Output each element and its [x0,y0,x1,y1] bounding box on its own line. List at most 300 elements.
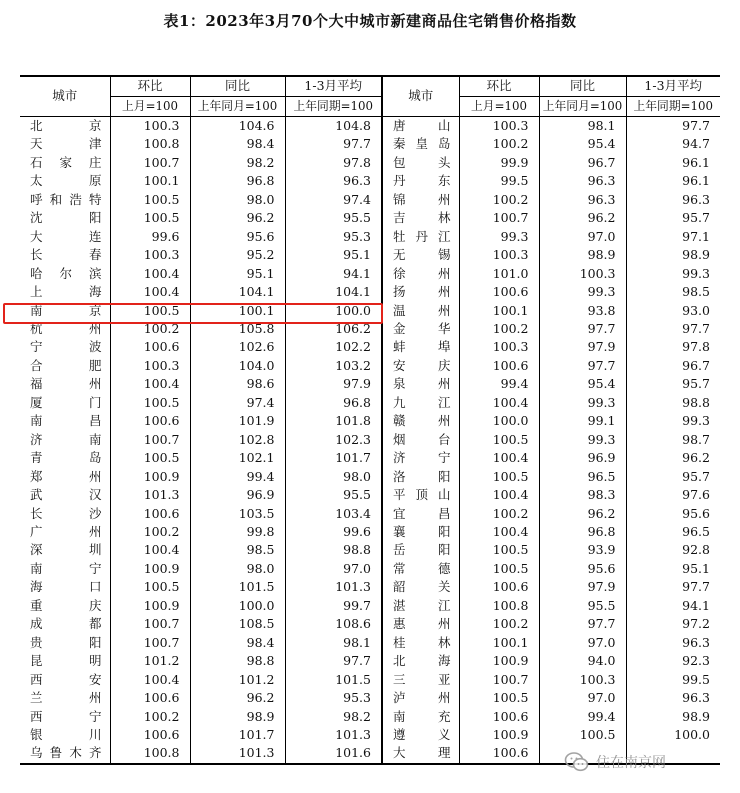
yoy-value-left: 101.3 [190,744,285,763]
table-row [20,209,720,227]
city-name-right: 北 海 [382,652,459,670]
city-name-left: 石家庄 [30,154,102,170]
city-name-left: 长 沙 [30,505,102,521]
city-name-left: 西 安 [30,671,102,687]
avg-value-right: 98.8 [626,394,720,412]
yoy-value-left: 108.5 [190,615,285,633]
mom-value-left: 100.5 [110,578,190,596]
mom-value-right: 100.3 [459,246,539,264]
mom-value-right: 100.3 [459,117,539,136]
table-row [20,708,720,726]
mom-value-left: 100.6 [110,505,190,523]
mom-value-right: 99.5 [459,172,539,190]
avg-value-left: 101.3 [285,726,382,744]
yoy-value-left: 102.1 [190,449,285,467]
avg-value-left: 104.8 [285,117,382,136]
avg-value-left: 97.8 [285,154,382,172]
mom-value-left: 100.4 [110,283,190,301]
yoy-value-left: 98.6 [190,375,285,393]
avg-value-left: 95.5 [285,209,382,227]
header-yoy-base-left: 上年同月=100 [190,97,285,117]
city-name-left: 杭 州 [30,320,102,336]
mom-value-left: 100.8 [110,135,190,153]
city-name-right: 遵 义 [382,726,459,744]
yoy-value-right: 96.3 [539,172,626,190]
avg-value-left: 101.3 [285,578,382,596]
mom-value-right: 100.5 [459,468,539,486]
header-avg-base-right: 上年同期=100 [626,97,720,117]
yoy-value-right: 97.9 [539,578,626,596]
yoy-value-left: 101.2 [190,671,285,689]
city-name-left: 厦 门 [30,394,102,410]
yoy-value-right: 97.0 [539,228,626,246]
header-city-right: 城市 [382,76,459,117]
avg-value-right: 96.1 [626,172,720,190]
yoy-value-left: 98.0 [190,560,285,578]
yoy-value-left: 101.9 [190,412,285,430]
city-name-right: 洛 阳 [382,468,459,486]
mom-value-right: 100.4 [459,394,539,412]
avg-value-left: 104.1 [285,283,382,301]
avg-value-right: 97.7 [626,578,720,596]
city-name-right: 宜 昌 [382,505,459,523]
avg-value-left: 100.0 [285,302,382,320]
city-name-left: 兰 州 [30,690,102,706]
city-name-right: 徐 州 [382,265,459,283]
city-name-right: 蚌 埠 [382,338,459,356]
mom-value-right: 100.5 [459,431,539,449]
mom-value-left: 100.9 [110,560,190,578]
avg-value-right: 98.9 [626,246,720,264]
yoy-value-right: 96.3 [539,191,626,209]
avg-value-right: 95.6 [626,505,720,523]
mom-value-right: 99.4 [459,375,539,393]
mom-value-left: 100.2 [110,523,190,541]
header-yoy-base-right: 上年同月=100 [539,97,626,117]
city-name-left: 天 津 [30,136,102,152]
header-mom-base-right: 上月=100 [459,97,539,117]
mom-value-left: 100.9 [110,468,190,486]
avg-value-right: 92.3 [626,652,720,670]
table-row [20,689,720,707]
avg-value-left: 95.5 [285,486,382,504]
avg-value-left: 95.3 [285,689,382,707]
avg-value-left: 101.6 [285,744,382,763]
mom-value-left: 100.6 [110,726,190,744]
mom-value-right: 100.5 [459,541,539,559]
mom-value-left: 100.5 [110,449,190,467]
yoy-value-left: 99.8 [190,523,285,541]
avg-value-left: 95.1 [285,246,382,264]
yoy-value-right: 100.5 [539,726,626,744]
table-row [20,468,720,486]
yoy-value-right: 97.0 [539,689,626,707]
yoy-value-right: 99.4 [539,708,626,726]
city-name-right: 大 理 [382,744,459,763]
city-name-left: 宁 波 [30,339,102,355]
mom-value-right: 99.3 [459,228,539,246]
city-name-left: 成 都 [30,616,102,632]
mom-value-left: 100.3 [110,357,190,375]
mom-value-right: 100.5 [459,560,539,578]
nanjing-highlight-box [3,303,383,324]
header-mom-base-left: 上月=100 [110,97,190,117]
table-row [20,394,720,412]
header-avg-base-left: 上年同期=100 [285,97,382,117]
city-name-right: 锦 州 [382,191,459,209]
avg-value-right: 98.9 [626,708,720,726]
yoy-value-left: 102.6 [190,338,285,356]
avg-value-left: 102.2 [285,338,382,356]
city-name-right: 吉 林 [382,209,459,227]
mom-value-left: 100.7 [110,634,190,652]
avg-value-left: 101.5 [285,671,382,689]
mom-value-right: 100.2 [459,615,539,633]
city-name-right: 平顶山 [382,486,459,504]
yoy-value-left: 101.7 [190,726,285,744]
yoy-value-right: 96.5 [539,468,626,486]
yoy-value-left: 98.0 [190,191,285,209]
city-name-left: 合 肥 [30,357,102,373]
yoy-value-right: 95.4 [539,135,626,153]
yoy-value-right: 98.9 [539,246,626,264]
mom-value-right: 100.6 [459,744,539,763]
mom-value-left: 100.5 [110,394,190,412]
city-name-right: 南 充 [382,708,459,726]
table-row [20,191,720,209]
watermark [564,745,666,779]
mom-value-right: 100.2 [459,191,539,209]
mom-value-right: 100.9 [459,726,539,744]
avg-value-right: 95.7 [626,209,720,227]
yoy-value-left: 96.8 [190,172,285,190]
table-row [20,375,720,393]
table-row [20,338,720,356]
city-name-right: 九 江 [382,394,459,412]
yoy-value-right: 96.2 [539,505,626,523]
avg-value-left: 98.2 [285,708,382,726]
yoy-value-right: 99.3 [539,394,626,412]
price-index-table [20,75,720,765]
mom-value-right: 100.4 [459,523,539,541]
mom-value-right: 100.6 [459,283,539,301]
avg-value-right: 92.8 [626,541,720,559]
city-name-left: 武 汉 [30,487,102,503]
mom-value-right: 101.0 [459,265,539,283]
city-name-right: 金 华 [382,320,459,338]
header-mom-left: 环比 [110,76,190,97]
yoy-value-left: 100.0 [190,597,285,615]
city-name-left: 昆 明 [30,653,102,669]
city-name-right: 湛 江 [382,597,459,615]
city-name-left: 海 口 [30,579,102,595]
city-name-left: 沈 阳 [30,210,102,226]
avg-value-right: 99.5 [626,671,720,689]
city-name-left: 呼和浩特 [30,191,102,207]
avg-value-left: 97.7 [285,135,382,153]
avg-value-right: 97.7 [626,320,720,338]
mom-value-right: 100.6 [459,708,539,726]
yoy-value-right: 94.0 [539,652,626,670]
avg-value-right: 95.7 [626,468,720,486]
mom-value-left: 100.6 [110,338,190,356]
avg-value-right: 99.3 [626,412,720,430]
yoy-value-right: 97.9 [539,338,626,356]
city-name-right: 安 庆 [382,357,459,375]
city-name-left: 银 川 [30,726,102,742]
yoy-value-left: 102.8 [190,431,285,449]
yoy-value-right: 100.3 [539,671,626,689]
wechat-icon [564,749,590,775]
mom-value-left: 100.4 [110,375,190,393]
table-row [20,671,720,689]
mom-value-left: 100.5 [110,302,190,320]
mom-value-right: 100.5 [459,689,539,707]
table-row [20,449,720,467]
mom-value-left: 100.6 [110,689,190,707]
yoy-value-right: 95.5 [539,597,626,615]
table-row [20,726,720,744]
mom-value-left: 100.4 [110,671,190,689]
yoy-value-left: 105.8 [190,320,285,338]
city-name-left: 哈尔滨 [30,265,102,281]
city-name-right: 丹 东 [382,172,459,190]
mom-value-right: 100.6 [459,357,539,375]
yoy-value-left: 98.8 [190,652,285,670]
mom-value-right: 100.4 [459,449,539,467]
mom-value-left: 100.3 [110,117,190,136]
mom-value-right: 100.1 [459,634,539,652]
mom-value-left: 100.5 [110,209,190,227]
table-row [20,523,720,541]
mom-value-left: 100.3 [110,246,190,264]
avg-value-right: 94.7 [626,135,720,153]
avg-value-left: 99.6 [285,523,382,541]
city-name-left: 南 京 [30,302,102,318]
avg-value-right: 98.7 [626,431,720,449]
table-row [20,597,720,615]
mom-value-left: 100.2 [110,708,190,726]
city-name-right: 烟 台 [382,431,459,449]
table-row [20,578,720,596]
mom-value-left: 99.6 [110,228,190,246]
yoy-value-right: 98.3 [539,486,626,504]
table-title: 表1：2023年3月70个大中城市新建商品住宅销售价格指数 [163,12,577,30]
city-name-left: 青 岛 [30,450,102,466]
city-name-right: 包 头 [382,154,459,172]
city-name-right: 无 锡 [382,246,459,264]
mom-value-right: 100.1 [459,302,539,320]
mom-value-right: 100.0 [459,412,539,430]
city-name-right: 襄 阳 [382,523,459,541]
mom-value-left: 100.1 [110,172,190,190]
avg-value-right: 99.3 [626,265,720,283]
yoy-value-left: 97.4 [190,394,285,412]
yoy-value-right: 97.7 [539,615,626,633]
city-name-left: 上 海 [30,284,102,300]
city-name-right: 赣 州 [382,412,459,430]
mom-value-right: 100.7 [459,671,539,689]
mom-value-right: 100.6 [459,578,539,596]
city-name-left: 乌鲁木齐 [20,744,110,763]
avg-value-right: 96.2 [626,449,720,467]
mom-value-left: 100.2 [110,320,190,338]
city-name-right: 济 宁 [382,449,459,467]
table-row [20,265,720,283]
yoy-value-left: 95.2 [190,246,285,264]
avg-value-right: 97.7 [626,117,720,136]
city-name-left: 大 连 [30,228,102,244]
yoy-value-right: 98.1 [539,117,626,136]
table-row [20,154,720,172]
avg-value-left: 103.2 [285,357,382,375]
mom-value-left: 100.7 [110,615,190,633]
mom-value-left: 100.9 [110,597,190,615]
city-name-left: 贵 阳 [30,634,102,650]
yoy-value-left: 99.4 [190,468,285,486]
avg-value-right: 97.1 [626,228,720,246]
mom-value-left: 100.8 [110,744,190,763]
avg-value-left: 97.4 [285,191,382,209]
avg-value-left: 98.8 [285,541,382,559]
mom-value-right: 100.2 [459,505,539,523]
city-name-right: 唐 山 [382,117,459,136]
city-name-left: 北 京 [30,118,102,133]
avg-value-left: 98.1 [285,634,382,652]
yoy-value-right: 95.6 [539,560,626,578]
city-name-left: 福 州 [30,376,102,392]
mom-value-right: 100.2 [459,320,539,338]
yoy-value-left: 104.1 [190,283,285,301]
city-name-right: 泸 州 [382,689,459,707]
city-name-left: 重 庆 [30,597,102,613]
yoy-value-left: 101.5 [190,578,285,596]
mom-value-right: 100.4 [459,486,539,504]
table-row [20,652,720,670]
city-name-right: 三 亚 [382,671,459,689]
avg-value-right: 95.1 [626,560,720,578]
table-row [20,486,720,504]
city-name-right: 桂 林 [382,634,459,652]
avg-value-left: 96.3 [285,172,382,190]
avg-value-left: 108.6 [285,615,382,633]
avg-value-right: 97.8 [626,338,720,356]
avg-value-left: 101.8 [285,412,382,430]
yoy-value-right: 97.7 [539,357,626,375]
city-name-left: 南 宁 [30,560,102,576]
yoy-value-left: 96.2 [190,209,285,227]
yoy-value-right: 97.7 [539,320,626,338]
mom-value-left: 100.7 [110,431,190,449]
yoy-value-left: 98.2 [190,154,285,172]
city-name-left: 南 昌 [30,413,102,429]
yoy-value-left: 98.4 [190,135,285,153]
avg-value-left: 97.7 [285,652,382,670]
city-name-left: 济 南 [30,431,102,447]
yoy-value-left: 98.4 [190,634,285,652]
table-row [20,560,720,578]
city-name-left: 广 州 [30,523,102,539]
header-mom-right: 环比 [459,76,539,97]
mom-value-right: 100.2 [459,135,539,153]
city-name-left: 郑 州 [30,468,102,484]
header-avg-right: 1-3月平均 [626,76,720,97]
mom-value-left: 101.2 [110,652,190,670]
avg-value-right: 93.0 [626,302,720,320]
mom-value-right: 100.3 [459,338,539,356]
mom-value-left: 100.4 [110,541,190,559]
yoy-value-right: 99.3 [539,431,626,449]
city-name-right: 岳 阳 [382,541,459,559]
table-row [20,246,720,264]
avg-value-left: 97.9 [285,375,382,393]
mom-value-right: 99.9 [459,154,539,172]
yoy-value-left: 103.5 [190,505,285,523]
yoy-value-right: 96.8 [539,523,626,541]
avg-value-left: 106.2 [285,320,382,338]
yoy-value-left: 96.2 [190,689,285,707]
city-name-right: 惠 州 [382,615,459,633]
mom-value-left: 100.7 [110,154,190,172]
avg-value-left: 94.1 [285,265,382,283]
yoy-value-left: 95.6 [190,228,285,246]
city-name-right: 牡丹江 [382,228,459,246]
mom-value-left: 100.6 [110,412,190,430]
mom-value-left: 100.5 [110,191,190,209]
avg-value-left: 99.7 [285,597,382,615]
avg-value-right: 96.1 [626,154,720,172]
city-name-right: 常 德 [382,560,459,578]
header-yoy-left: 同比 [190,76,285,97]
avg-value-left: 102.3 [285,431,382,449]
table-row [20,117,720,136]
yoy-value-left: 96.9 [190,486,285,504]
mom-value-left: 100.4 [110,265,190,283]
avg-value-right: 98.5 [626,283,720,301]
avg-value-right: 96.3 [626,689,720,707]
table-row [20,357,720,375]
yoy-value-right: 96.9 [539,449,626,467]
yoy-value-left: 98.9 [190,708,285,726]
table-row [20,615,720,633]
city-name-left: 西 宁 [30,708,102,724]
table-row [20,431,720,449]
avg-value-left: 101.7 [285,449,382,467]
yoy-value-left: 100.1 [190,302,285,320]
yoy-value-left: 98.5 [190,541,285,559]
yoy-value-left: 104.0 [190,357,285,375]
city-name-right: 秦皇岛 [382,135,459,153]
avg-value-right: 96.3 [626,191,720,209]
avg-value-left: 96.8 [285,394,382,412]
table-row [20,283,720,301]
yoy-value-right: 93.8 [539,302,626,320]
avg-value-right: 100.0 [626,726,720,744]
mom-value-left: 101.3 [110,486,190,504]
avg-value-left: 95.3 [285,228,382,246]
avg-value-left: 97.0 [285,560,382,578]
city-name-right: 温 州 [382,302,459,320]
city-name-right: 扬 州 [382,283,459,301]
yoy-value-right: 99.3 [539,283,626,301]
avg-value-right: 96.3 [626,634,720,652]
city-name-right: 泉 州 [382,375,459,393]
yoy-value-right: 100.3 [539,265,626,283]
yoy-value-right: 97.0 [539,634,626,652]
avg-value-right: 97.2 [626,615,720,633]
city-name-left: 太 原 [30,173,102,189]
yoy-value-right: 96.2 [539,209,626,227]
